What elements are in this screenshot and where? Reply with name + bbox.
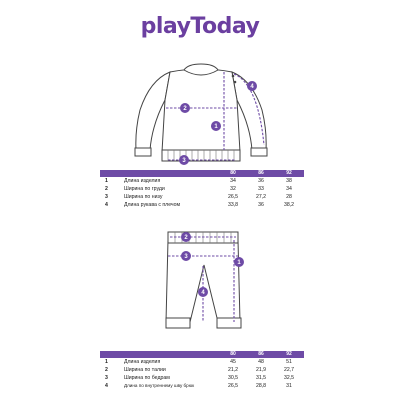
sweatshirt-body: [162, 69, 240, 152]
table-row: 4 Длина рукава с плечом 33,8 36 38,2: [105, 202, 295, 208]
pants-body: [166, 240, 240, 322]
pants-left-cuff: [166, 318, 190, 328]
table-row: 3 Ширина по низу 26,5 27,2 28: [105, 194, 292, 200]
table-header: [100, 170, 304, 177]
pants-marker-1: [234, 257, 244, 267]
svg-text:1: 1: [237, 260, 241, 267]
sweatshirt-left-cuff: [135, 148, 151, 156]
size-header-92: 92: [286, 170, 292, 176]
svg-text:1: 1: [214, 124, 218, 131]
table-row: 3 Ширина по бедрам 30,5 31,5 32,5: [105, 375, 295, 381]
table-row: 2 Ширина по талии 21,2 21,9 22,7: [105, 367, 295, 373]
pants-size-table: [100, 351, 304, 390]
table-row: 2 Ширина по груди 32 33 34: [105, 186, 292, 192]
size-header-86: 86: [258, 170, 264, 176]
pants-marker-2: [181, 232, 191, 242]
svg-text:2: 2: [184, 235, 188, 242]
pants-marker-4: [198, 287, 208, 297]
brand-logo: playToday: [140, 14, 260, 39]
size-header-80: 80: [230, 170, 236, 176]
table-row: 1 Длина изделия 34 36 38: [105, 178, 292, 184]
svg-text:4: 4: [250, 84, 254, 91]
sweatshirt-right-cuff: [251, 148, 267, 156]
sweatshirt-marker-3: [179, 155, 189, 165]
sweatshirt-drawing: [135, 64, 267, 165]
sweatshirt-marker-1: [211, 121, 221, 131]
table-header: [100, 351, 304, 358]
sweatshirt-marker-2: [180, 103, 190, 113]
table-row: 4 Длина по внутреннему шву брюк 26,5 28,8 31: [105, 383, 292, 389]
pants-drawing: [166, 232, 244, 328]
size-header-86: 86: [258, 351, 264, 357]
svg-text:4: 4: [201, 290, 205, 297]
svg-text:3: 3: [182, 158, 186, 165]
table-row: 1 Длина изделия 45 48 51: [105, 359, 292, 365]
svg-text:3: 3: [184, 254, 188, 261]
size-header-92: 92: [286, 351, 292, 357]
pants-right-cuff: [217, 318, 241, 328]
size-header-80: 80: [230, 351, 236, 357]
pants-marker-3: [181, 251, 191, 261]
sweatshirt-size-table: [100, 170, 304, 209]
sweatshirt-marker-4: [247, 81, 257, 91]
svg-text:2: 2: [183, 106, 187, 113]
